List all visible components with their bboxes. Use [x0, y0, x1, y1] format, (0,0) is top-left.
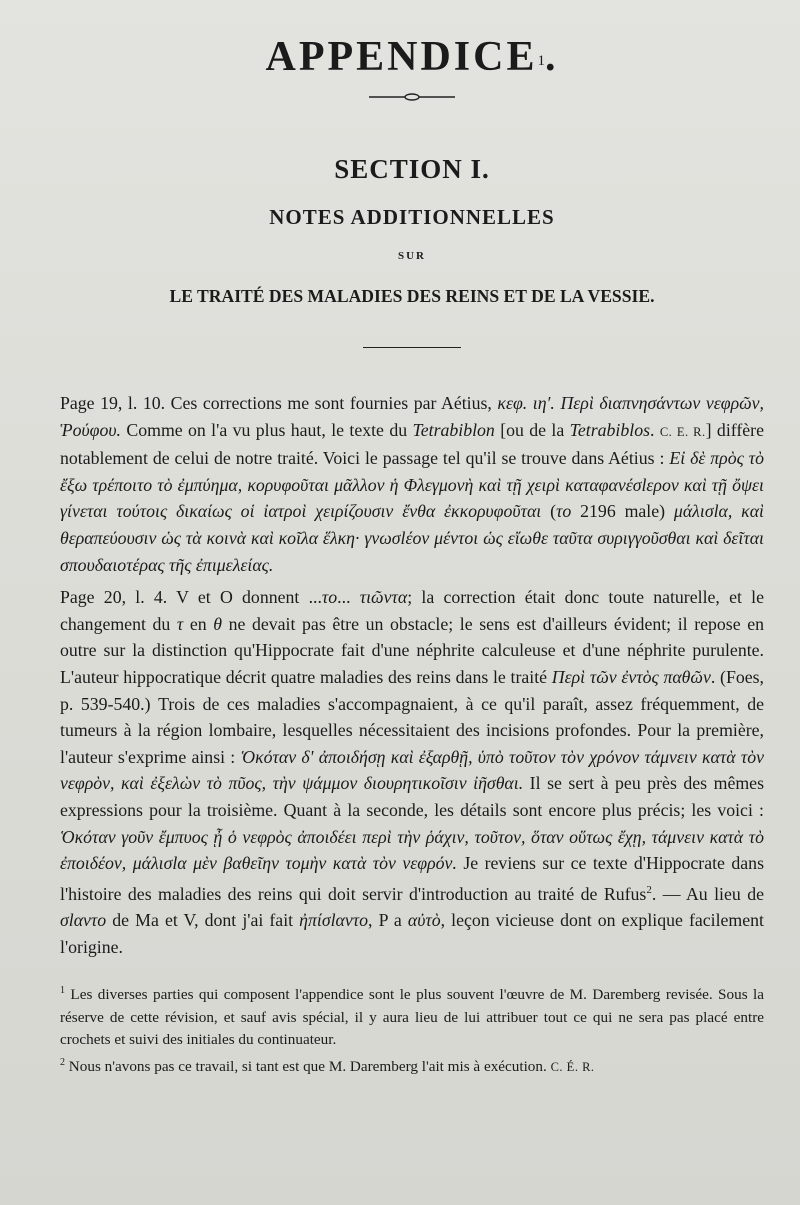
text-segment: τ [176, 613, 184, 634]
text-segment: , P a [368, 910, 408, 931]
heading-rule [363, 347, 461, 348]
text-segment: 2196 male) [571, 501, 674, 522]
text-segment: Nous n'avons pas ce travail, si tant est que M. Daremberg l'ait mis à exécution. [65, 1057, 551, 1075]
text-segment: Page 19, l. 10. Ces corrections me sont fournies par Aétius, [60, 393, 498, 413]
text-segment: Περὶ τῶν ἐντὸς παθῶν [551, 666, 711, 687]
text-segment: , leçon vicieuse dont on explique facilement l'origine. [60, 910, 764, 957]
text-segment: σlαντο [60, 910, 107, 931]
text-segment: de Ma et V, dont j'ai fait [106, 910, 300, 931]
section-heading: SECTION I. [334, 154, 490, 184]
treatise-heading: LE TRAITÉ DES MALADIES DES REINS ET DE LA VESSIE. [169, 286, 655, 306]
text-segment: ] diffère notablement de celui de notre traité. Voici le passage tel qu'il se trouve dans Aétius : [60, 419, 764, 469]
text-segment: το [321, 587, 338, 608]
text-segment: Tetrabiblos [569, 419, 651, 440]
text-segment: μάλισlα, καὶ θεραπεύουσιν ὡς τὰ κοινὰ καὶ κοῖλα ἕλκη· γνωσlέον μέντοι ὡς εἴωθε ταῦτα συριγγοῦσθαι καὶ δεῖται σπουδαιοτέρας τῆς ἐπιμελείας. [60, 501, 764, 575]
notes-heading: NOTES ADDITIONNELLES [269, 205, 555, 229]
title-ornament [369, 92, 455, 102]
text-segment: . [650, 419, 660, 440]
text-segment: en [183, 613, 214, 634]
text-segment: [ou de la [494, 419, 570, 440]
footnote-number: 1 [60, 985, 65, 997]
text-segment: Comme on l'a vu plus haut, le texte du [120, 419, 413, 440]
footnote-1 [60, 980, 764, 1051]
text-segment: κεφ. ιη′. Περὶ διαπνησάντων νεφρῶν, Ῥούφου. [60, 393, 764, 440]
title-footnote-ref: 1 [537, 53, 545, 69]
text-segment: Il se sert à peu près des mêmes expressions pour la troisième. Quant à la seconde, les détails sont encore plus précis; les voici : [60, 773, 764, 820]
text-segment: Tetrabiblon [412, 419, 495, 440]
text-segment: 2 [646, 883, 652, 896]
text-segment: . (Foes, p. 539-540.) Trois de ces maladies s'accompagnaient, à ce qu'il paraît, assez fréquemment, de tumeurs à la région lombaire, lesquelles nécessitaient des incisions profondes. Pour la première, l'auteur s'exprime ainsi : [60, 666, 764, 767]
text-segment: αὐτὸ [407, 910, 441, 931]
text-segment: ; la correction était donc toute naturelle, et le changement du [60, 587, 764, 634]
footnotes [60, 980, 764, 1078]
text-segment: ἠπίσlαντο [299, 910, 369, 931]
text-segment: Εἰ δὲ πρὸς τὸ ἔξω τρέποιτο τὸ ἐμπύημα, κορυφοῦται μᾶλλον ἡ Φλεγμονὴ καὶ τῇ χειρὶ καταφανέσlερον καὶ τῇ ὄψει γίνεται τούτοις δικαίως οἱ ἰατροὶ χειρίζουσιν ἔνθα ἐκκορυφοῦται [60, 448, 765, 522]
body-text [60, 390, 764, 960]
text-segment: ne devait pas être un obstacle; le sens est d'ailleurs évident; il repose en outre sur la distinction qu'Hippocrate fait d'une néphrite calculeuse et d'une néphrite purulente. L'auteur hippocratique décrit quatre maladies des reins dans le traité [60, 613, 764, 687]
paragraph-page-19 [60, 390, 764, 578]
page-title [60, 0, 764, 84]
text-segment: Ὁκόταν γοῦν ἔμπυος ᾖ ὁ νεφρὸς ἀποιδέει περὶ τὴν ῥάχιν, τοῦτον, ὅταν οὕτως ἔχῃ, τάμνειν κατὰ τὸ ἐποιδέον, μάλισlα μὲν βαθεῖην τομὴν κατὰ τὸν νεφρόν. [60, 826, 764, 874]
text-segment: Ὁκόταν δ' ἀποιδήσῃ καὶ ἐξαρθῇ, ὑπὸ τοῦτον τὸν χρόνον τάμνειν κατὰ τὸν νεφρὸν, καὶ ἐξελὼν τὸ πῦος, τὴν ψάμμον διουρητικοῖσιν ἰῆσθαι. [60, 746, 764, 794]
text-segment: C. É. R. [550, 1059, 595, 1074]
sur-heading: SUR [397, 250, 426, 262]
title-period: . [545, 34, 559, 80]
text-segment: θ [213, 613, 222, 634]
paragraph-page-20 [60, 584, 764, 960]
text-segment: τιῶντα [359, 587, 408, 608]
text-segment: το [556, 501, 572, 522]
text-segment: ... [337, 587, 360, 608]
footnote-2 [60, 1052, 764, 1078]
text-segment: Page 20, l. 4. V et O donnent ... [60, 587, 322, 608]
text-segment: ( [541, 501, 557, 522]
footnote-number: 2 [60, 1056, 65, 1068]
text-segment: . — Au lieu de [651, 883, 764, 904]
title-text: APPENDICE [265, 34, 538, 80]
text-segment: Je reviens sur ce texte d'Hippocrate dans l'histoire des maladies des reins qui doit servir d'introduction au traité de Rufus [60, 853, 764, 904]
text-segment: Les diverses parties qui composent l'appendice sont le plus souvent l'œuvre de M. Daremberg revisée. Sous la réserve de cette révision, et sauf avis spécial, il y aura lieu de lui attribuer tout ce qui ne sera pas placé entre crochets et suivi des initiales du continuateur. [60, 986, 764, 1049]
text-segment: C. E. R. [659, 424, 706, 439]
